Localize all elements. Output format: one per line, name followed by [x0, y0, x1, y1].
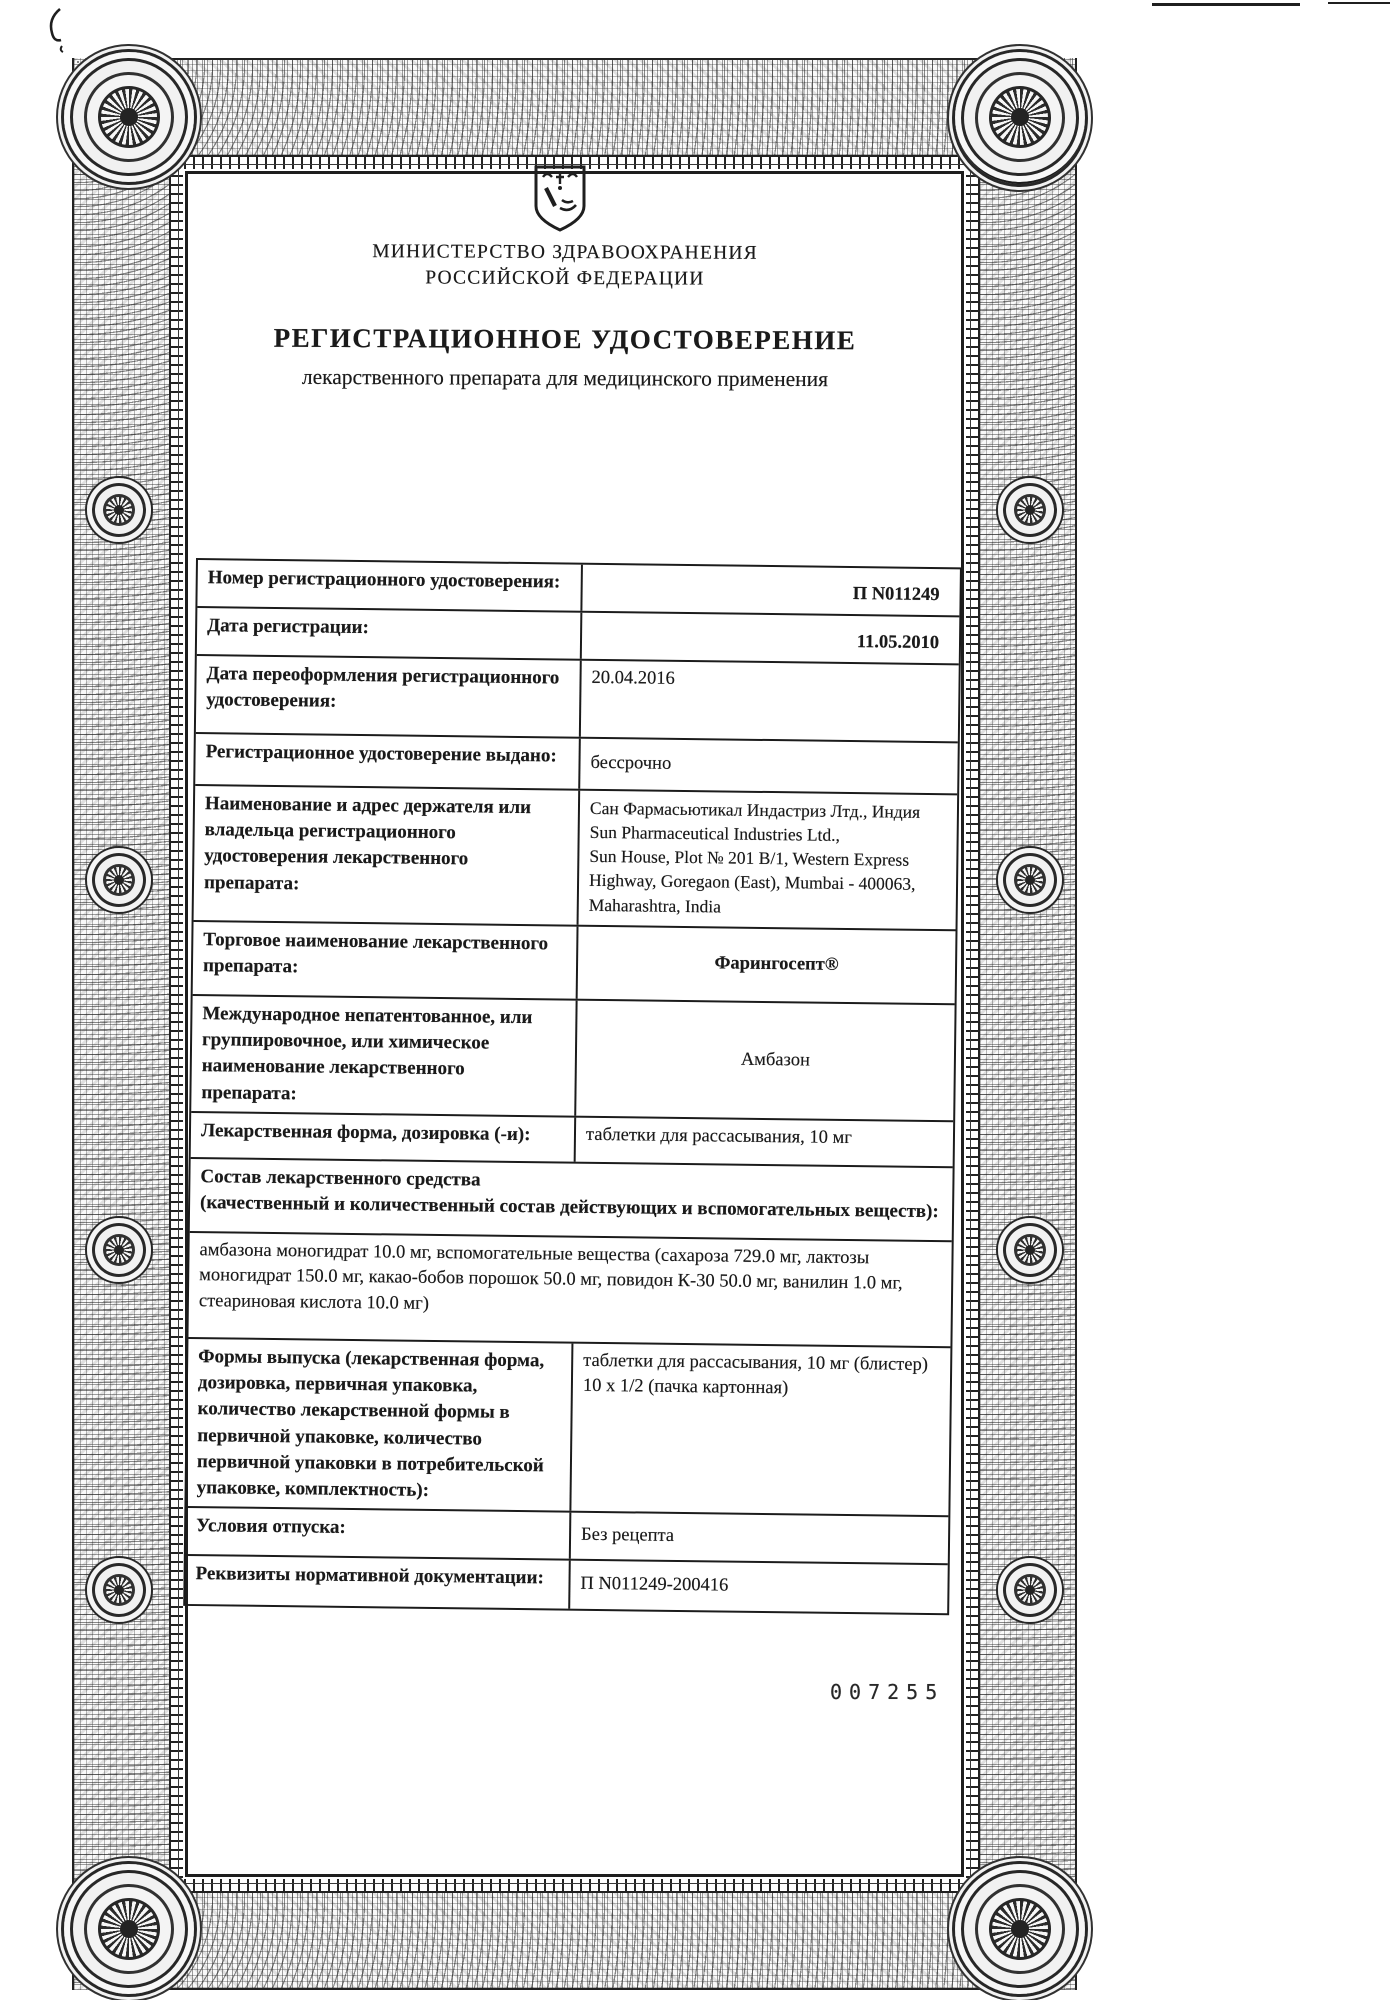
table-row [193, 922, 956, 1005]
ministry-line1: МИНИСТЕРСТВО ЗДРАВООХРАНЕНИЯ [372, 241, 758, 264]
reg-date-value: 11.05.2010 [580, 613, 960, 664]
release-forms-value: таблетки для рассасывания, 10 мг (блистер) 10 x 1/2 (пачка картонная) [569, 1344, 950, 1516]
table-row [190, 1159, 953, 1242]
dispensing-conditions-value: Без рецепта [569, 1513, 949, 1564]
holder-name-address-value: Сан Фармасьютикал Индастриз Лтд., Индия Sun Pharmaceutical Industries Ltd., Sun House, Plot № 201 B/1, Western Express Highway, Goregaon (East), Mumbai - 400063, Maharashtra, India [577, 791, 958, 930]
normative-docs-label: Реквизиты нормативной документации: [195, 1563, 544, 1589]
release-forms-label: Формы выпуска (лекарственная форма, дозировка, первичная упаковка, количество лекарственной формы в первичной упаковке, количество первичной упаковки в потребительской упаковке, комплектность): [196, 1345, 545, 1501]
table-row [188, 1233, 951, 1348]
form-serial-number: 007255 [830, 1680, 945, 1704]
registration-table [183, 558, 962, 1615]
table-row [194, 786, 958, 931]
trade-name-value: Фарингосепт® [576, 927, 956, 1004]
reg-number-value: П N011249 [580, 565, 960, 616]
issued-validity-label: Регистрационное удостоверение выдано: [205, 741, 557, 767]
reissue-date-label: Дата переоформления регистрационного удостоверения: [206, 663, 560, 712]
reissue-date-value: 20.04.2016 [579, 661, 959, 742]
trade-name-label: Торговое наименование лекарственного препарата: [202, 929, 549, 978]
dispensing-conditions-label: Условия отпуска: [196, 1515, 346, 1539]
ministry-name [290, 239, 840, 294]
table-row [196, 656, 959, 743]
table-row [195, 734, 958, 795]
inn-name-value: Амбазон [574, 1001, 954, 1120]
dosage-form-label: Лекарственная форма, дозировка (-и): [200, 1119, 531, 1146]
issued-validity-value: бессрочно [578, 739, 958, 794]
document-subtitle: лекарственного препарата для медицинского применения [301, 364, 829, 392]
dosage-form-value: таблетки для рассасывания, 10 мг [574, 1118, 954, 1167]
composition-header: Состав лекарственного средства (качественный и количественный состав действующих и вспомогательных веществ): [199, 1165, 939, 1223]
document-title: РЕГИСТРАЦИОННОЕ УДОСТОВЕРЕНИЕ [273, 322, 857, 356]
holder-name-address-label: Наименование и адрес держателя или владельца регистрационного удостоверения лекарственного препарата: [203, 793, 532, 894]
normative-docs-value: П N011249-200416 [568, 1561, 948, 1614]
inn-name-label: Международное непатентованное, или группировочное, или химическое наименование лекарственного препарата: [201, 1003, 533, 1104]
reg-number-label: Номер регистрационного удостоверения: [207, 567, 561, 593]
composition-text: амбазона моногидрат 10.0 мг, вспомогательные вещества (сахароза 729.0 мг, лактозы моногидрат 150.0 мг, какао-бобов порошок 50.0 мг, повидон К-30 50.0 мг, ванилин 1.0 мг, стеариновая кислота 10.0 мг) [198, 1239, 903, 1314]
table-row [185, 1556, 948, 1613]
reg-date-label: Дата регистрации: [207, 615, 370, 639]
ministry-emblem-icon [531, 164, 589, 234]
ministry-line2: РОССИЙСКОЙ ФЕДЕРАЦИИ [425, 267, 705, 290]
table-row [191, 996, 954, 1122]
table-row [186, 1339, 950, 1518]
